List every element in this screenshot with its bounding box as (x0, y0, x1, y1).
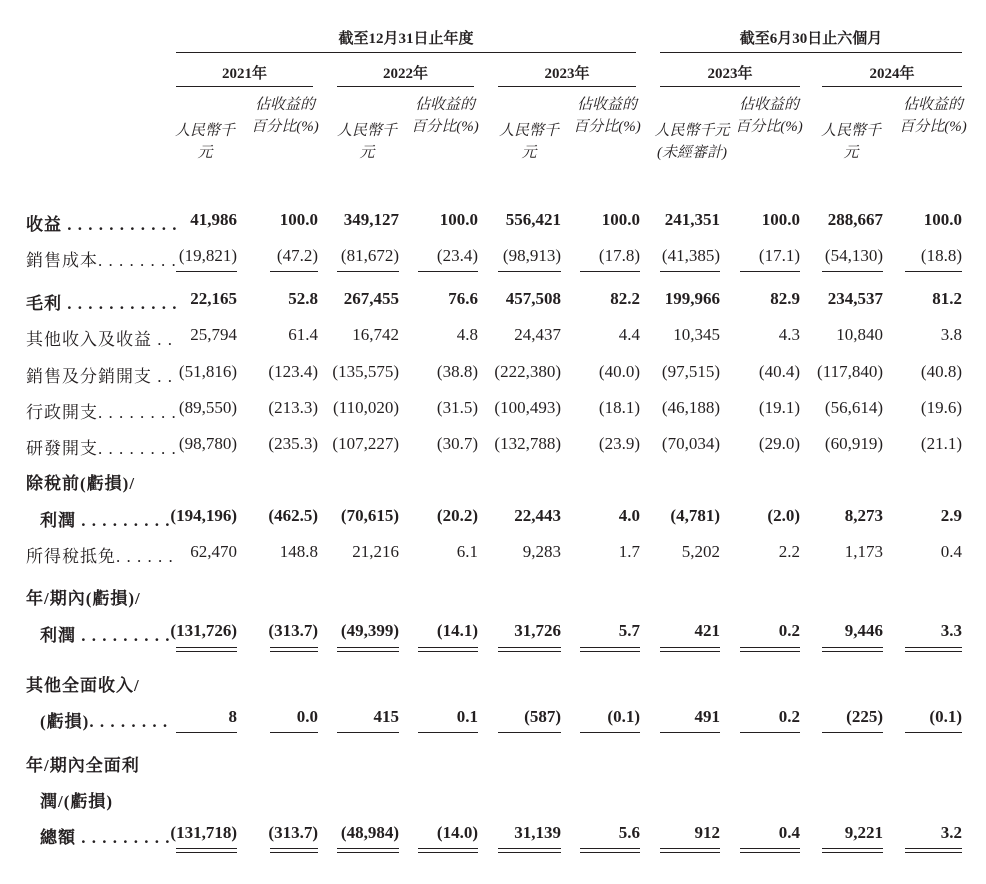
underline (337, 852, 399, 853)
row-value: (29.0) (758, 434, 800, 453)
row-value: 10,840 (836, 325, 883, 344)
underline (740, 271, 800, 272)
row-label: 其他收入及收益 . . (26, 330, 173, 349)
underline (176, 852, 237, 853)
row-value: 4.3 (778, 325, 800, 344)
row-value: 100.0 (923, 210, 962, 229)
row-value: 3.8 (940, 325, 962, 344)
divider-2023 (498, 86, 636, 87)
row-value: (4,781) (670, 506, 720, 525)
underline (270, 848, 318, 849)
row-value: 0.0 (296, 707, 318, 726)
row-value: (14.0) (436, 823, 478, 842)
row-value: 21,216 (352, 542, 399, 561)
row-value: (17.1) (758, 246, 800, 265)
unit-pct-line2: 百分比(%) (735, 119, 803, 135)
row-value: 491 (694, 707, 720, 726)
row-value: (462.5) (268, 506, 318, 525)
row-value: 9,221 (844, 823, 883, 842)
underline (270, 271, 318, 272)
unit-pct-line2: 百分比(%) (411, 119, 479, 135)
underline (660, 852, 720, 853)
header-half-2024: 2024年 (869, 66, 915, 82)
row-value: 5.7 (618, 621, 640, 640)
row-value: (23.4) (436, 246, 478, 265)
row-label: (虧損). . . . . . . . (40, 712, 169, 731)
row-value: 421 (694, 621, 720, 640)
row-value: 82.2 (610, 289, 640, 308)
row-value: 3.3 (940, 621, 962, 640)
underline (580, 647, 640, 648)
divider-2022 (337, 86, 474, 87)
row-value: 0.2 (778, 707, 800, 726)
underline (270, 732, 318, 733)
row-value: 0.2 (778, 621, 800, 640)
row-value: 267,455 (343, 289, 399, 308)
underline (580, 271, 640, 272)
underline (740, 848, 800, 849)
header-year-group: 截至12月31日止年度 (338, 31, 474, 47)
row-value: (97,515) (661, 362, 720, 381)
underline (905, 852, 962, 853)
underline (270, 647, 318, 648)
row-value: 4.4 (618, 325, 640, 344)
row-value: (70,615) (340, 506, 399, 525)
row-value: 8,273 (844, 506, 883, 525)
underline (418, 852, 478, 853)
row-value: 556,421 (505, 210, 561, 229)
row-value: (313.7) (268, 621, 318, 640)
divider-2021 (176, 86, 313, 87)
row-value: (132,788) (494, 434, 561, 453)
row-value: 62,470 (190, 542, 237, 561)
underline (176, 651, 237, 652)
row-value: 2.2 (778, 542, 800, 561)
row-value: (100,493) (494, 398, 561, 417)
underline (580, 848, 640, 849)
row-value: (56,614) (824, 398, 883, 417)
row-label: 研發開支. . . . . . . . (26, 439, 177, 458)
row-value: (117,840) (817, 362, 883, 381)
row-value: (213.3) (268, 398, 318, 417)
underline (905, 647, 962, 648)
row-value: 2.9 (940, 506, 962, 525)
row-value: 31,726 (514, 621, 561, 640)
row-value: (89,550) (178, 398, 237, 417)
underline (660, 651, 720, 652)
row-value: (49,399) (340, 621, 399, 640)
row-value: (587) (524, 707, 561, 726)
row-value: 61.4 (288, 325, 318, 344)
underline (498, 647, 561, 648)
underline (822, 647, 883, 648)
row-value: (54,130) (824, 246, 883, 265)
underline (905, 271, 962, 272)
row-value: (194,196) (170, 506, 237, 525)
underline (498, 852, 561, 853)
row-value: (98,913) (502, 246, 561, 265)
row-value: (48,984) (340, 823, 399, 842)
row-value: (31.5) (436, 398, 478, 417)
underline (418, 647, 478, 648)
underline (176, 271, 237, 272)
row-value: (313.7) (268, 823, 318, 842)
row-value: 52.8 (288, 289, 318, 308)
underline (498, 732, 561, 733)
unit-pct-line1: 佔收益的 (738, 97, 799, 113)
row-value: 41,986 (190, 210, 237, 229)
row-value: 24,437 (514, 325, 561, 344)
unit-pct-2023 (572, 94, 642, 138)
underline (660, 647, 720, 648)
unit-pct-half-2023 (734, 94, 804, 138)
underline (270, 651, 318, 652)
unit-pct-2022 (410, 94, 480, 138)
row-value: (46,188) (661, 398, 720, 417)
row-value: (14.1) (436, 621, 478, 640)
row-value: (21.1) (920, 434, 962, 453)
row-label: 銷售成本. . . . . . . . (26, 251, 177, 270)
unit-rmb-2022: 人民幣千元 (336, 123, 397, 161)
underline (660, 732, 720, 733)
row-value: (18.8) (920, 246, 962, 265)
underline (337, 732, 399, 733)
underline (498, 848, 561, 849)
row-value: (0.1) (607, 707, 640, 726)
underline (498, 271, 561, 272)
unit-pct-line1: 佔收益的 (576, 97, 637, 113)
row-value: (131,726) (170, 621, 237, 640)
underline (740, 651, 800, 652)
underline (418, 732, 478, 733)
underline (740, 732, 800, 733)
row-label: 行政開支. . . . . . . . (26, 403, 177, 422)
row-value: 288,667 (827, 210, 883, 229)
unit-pct-line2: 百分比(%) (251, 119, 319, 135)
underline (418, 271, 478, 272)
row-value: (81,672) (340, 246, 399, 265)
header-year-2022: 2022年 (382, 66, 428, 82)
header-half-2023: 2023年 (707, 66, 753, 82)
underline (822, 651, 883, 652)
unit-rmb-line: 人民幣千元 (654, 123, 730, 139)
underline (270, 852, 318, 853)
row-value: 912 (694, 823, 720, 842)
row-value: (18.1) (598, 398, 640, 417)
row-value: 3.2 (940, 823, 962, 842)
row-value: (131,718) (170, 823, 237, 842)
row-value: 100.0 (439, 210, 478, 229)
underline (337, 848, 399, 849)
header-year-2021: 2021年 (221, 66, 267, 82)
header-half-group: 截至6月30日止六個月 (739, 31, 883, 47)
row-value: 4.8 (456, 325, 478, 344)
row-value: (222,380) (494, 362, 561, 381)
unit-rmb-half-2024: 人民幣千元 (820, 123, 881, 161)
unit-rmb-2021: 人民幣千元 (174, 123, 235, 161)
row-value: 22,443 (514, 506, 561, 525)
row-value: 100.0 (601, 210, 640, 229)
row-label: 總額 . . . . . . . . . (40, 828, 171, 847)
row-value: (70,034) (661, 434, 720, 453)
row-value: 199,966 (664, 289, 720, 308)
row-value: 6.1 (456, 542, 478, 561)
divider-year-group (176, 52, 636, 53)
underline (822, 852, 883, 853)
row-value: (235.3) (268, 434, 318, 453)
row-value: 100.0 (761, 210, 800, 229)
divider-half-group (660, 52, 962, 53)
underline (660, 848, 720, 849)
row-label: 利潤 . . . . . . . . . (40, 626, 171, 645)
unit-pct-line1: 佔收益的 (902, 97, 963, 113)
unit-rmb-2023: 人民幣千元 (498, 123, 559, 161)
row-value: 9,283 (522, 542, 561, 561)
row-label: 其他全面收入/ (26, 676, 140, 695)
row-value: (135,575) (332, 362, 399, 381)
row-value: (51,816) (178, 362, 237, 381)
row-value: 1.7 (618, 542, 640, 561)
row-value: 234,537 (827, 289, 883, 308)
underline (418, 848, 478, 849)
row-value: (40.8) (920, 362, 962, 381)
row-label: 銷售及分銷開支 . . (26, 367, 173, 386)
row-value: (19,821) (178, 246, 237, 265)
row-value: 8 (228, 707, 237, 726)
underline (337, 647, 399, 648)
row-label: 利潤 . . . . . . . . . (40, 511, 171, 530)
underline (176, 732, 237, 733)
row-label: 收益 . . . . . . . . . . . (26, 215, 178, 234)
unaudited-note: (未經審計) (657, 145, 727, 161)
unit-pct-line1: 佔收益的 (414, 97, 475, 113)
underline (337, 271, 399, 272)
row-value: 0.4 (778, 823, 800, 842)
row-value: 457,508 (505, 289, 561, 308)
underline (740, 647, 800, 648)
row-value: (123.4) (268, 362, 318, 381)
row-value: 5.6 (618, 823, 640, 842)
row-value: 5,202 (681, 542, 720, 561)
underline (905, 848, 962, 849)
row-value: 148.8 (279, 542, 318, 561)
unit-pct-2021 (250, 94, 320, 138)
underline (822, 271, 883, 272)
underline (580, 651, 640, 652)
row-value: (2.0) (767, 506, 800, 525)
underline (418, 651, 478, 652)
underline (905, 732, 962, 733)
row-value: 100.0 (279, 210, 318, 229)
underline (905, 651, 962, 652)
row-label: 年/期內(虧損)/ (26, 589, 141, 608)
underline (822, 848, 883, 849)
row-value: 9,446 (844, 621, 883, 640)
row-value: (60,919) (824, 434, 883, 453)
row-label: 除稅前(虧損)/ (26, 474, 136, 493)
row-value: (41,385) (661, 246, 720, 265)
row-value: 81.2 (932, 289, 962, 308)
row-value: 349,127 (343, 210, 399, 229)
underline (740, 852, 800, 853)
row-value: 22,165 (190, 289, 237, 308)
row-value: (98,780) (178, 434, 237, 453)
row-value: (20.2) (436, 506, 478, 525)
row-value: (0.1) (929, 707, 962, 726)
divider-half-2024 (822, 86, 962, 87)
row-value: 1,173 (844, 542, 883, 561)
underline (580, 732, 640, 733)
row-value: (23.9) (598, 434, 640, 453)
row-value: (107,227) (332, 434, 399, 453)
row-value: (40.4) (758, 362, 800, 381)
row-value: 31,139 (514, 823, 561, 842)
underline (337, 651, 399, 652)
underline (498, 651, 561, 652)
row-value: 25,794 (190, 325, 237, 344)
row-value: (47.2) (276, 246, 318, 265)
row-value: (225) (846, 707, 883, 726)
row-label: 所得稅抵免. . . . . . (26, 547, 174, 566)
row-value: (17.8) (598, 246, 640, 265)
row-value: (19.1) (758, 398, 800, 417)
row-value: (19.6) (920, 398, 962, 417)
row-value: (110,020) (333, 398, 399, 417)
row-label: 毛利 . . . . . . . . . . . (26, 294, 178, 313)
row-value: 241,351 (664, 210, 720, 229)
row-value: 0.1 (456, 707, 478, 726)
row-value: 16,742 (352, 325, 399, 344)
row-value: (38.8) (436, 362, 478, 381)
unit-rmb-half-2023 (654, 120, 730, 164)
unit-pct-line2: 百分比(%) (573, 119, 641, 135)
underline (176, 647, 237, 648)
row-value: 76.6 (448, 289, 478, 308)
underline (822, 732, 883, 733)
row-value: 4.0 (618, 506, 640, 525)
unit-pct-half-2024 (898, 94, 968, 138)
underline (176, 848, 237, 849)
row-label: 年/期內全面利 (26, 756, 140, 775)
row-value: 415 (373, 707, 399, 726)
row-value: 82.9 (770, 289, 800, 308)
row-value: 10,345 (673, 325, 720, 344)
underline (660, 271, 720, 272)
unit-pct-line2: 百分比(%) (899, 119, 967, 135)
row-value: (30.7) (436, 434, 478, 453)
divider-half-2023 (660, 86, 800, 87)
row-value: 0.4 (940, 542, 962, 561)
underline (580, 852, 640, 853)
row-value: (40.0) (598, 362, 640, 381)
row-label: 潤/(虧損) (40, 792, 114, 811)
header-year-2023: 2023年 (544, 66, 590, 82)
unit-pct-line1: 佔收益的 (254, 97, 315, 113)
